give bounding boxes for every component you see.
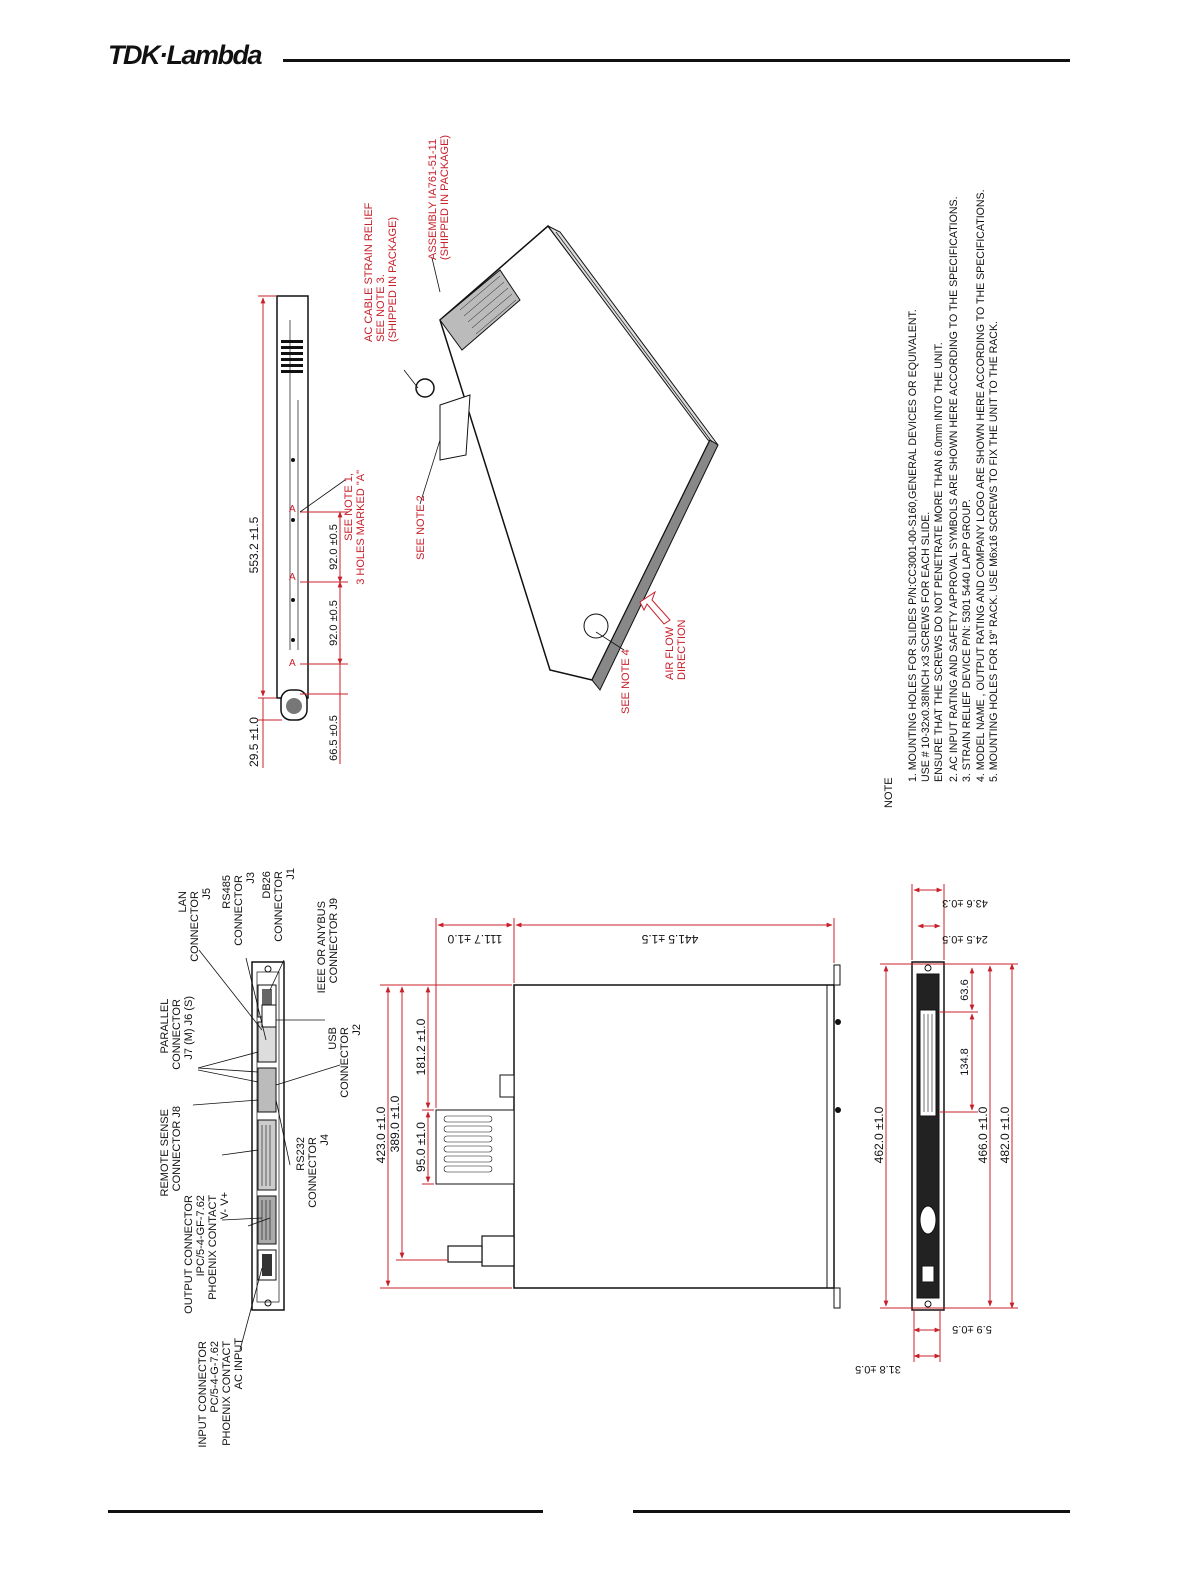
iso-ac-cable-gland <box>416 379 434 397</box>
strain-relief-label: AC CABLE STRAIN RELIEF SEE NOTE 3. (SHIPPED IN PACKAGE) <box>363 202 399 342</box>
note-line-2: 2. AC INPUT RATING AND SAFETY APPROVAL SYMBOLS ARE SHOWN HERE ACCORDING TO THE SPECIFICATIONS. <box>948 196 960 782</box>
assembly-label: ASSEMBLY IA761-51-11 (SHIPPED IN PACKAGE) <box>427 134 451 260</box>
note-line-1: 1. MOUNTING HOLES FOR SLIDES P/N:CC3001-00-S160,GENERAL DEVICES OR EQUIVALENT. <box>907 309 919 782</box>
dim-466-label: 466.0 ±1.0 <box>976 1106 990 1164</box>
dim-length-label: 553.2 ±1.5 <box>247 516 261 574</box>
top-view-rear-box <box>436 1110 514 1184</box>
note-line-1c: ENSURE THAT THE SCREWS DO NOT PENETRATE MORE THAN 6.0mm INTO THE UNIT. <box>933 342 945 782</box>
parallel-callout: PARALLEL CONNECTOR J7 (M) J6 (S) <box>159 996 195 1070</box>
remote-sense-callout: REMOTE SENSE CONNECTOR J8 <box>159 1106 183 1197</box>
note-line-1b: USE # 10-32x0.38INCH x3 SCREWS FOR EACH SLIDE. <box>920 511 932 782</box>
note-line-3: 3. STRAIN RELIEF DEVICE P/N: 5301 5440 LAPP GROUP. <box>961 499 973 782</box>
iso-front-logo <box>584 614 608 638</box>
dim-423-label: 423.0 ±1.0 <box>374 1106 388 1164</box>
note-line-4: 4. MODEL NAME , OUTPUT RATING AND COMPANY LOGO ARE SHOWN HERE ACCORDING TO THE SPECIFICATIONS. <box>975 189 987 782</box>
iso-label-area <box>440 395 470 460</box>
hole-a-1: A <box>289 504 296 515</box>
hole-a-2: A <box>289 572 296 583</box>
notes-title: NOTE <box>883 777 895 808</box>
rs485-callout: RS485 CONNECTOR J3 <box>221 872 257 946</box>
see-note-1: SEE NOTE 1, 3 HOLES MARKED "A" <box>343 470 367 585</box>
side-view-outline <box>277 296 308 698</box>
dim-hole-offset-label: 66.5 ±0.5 <box>328 715 340 761</box>
dim-spacing-b-label: 92.0 ±0.5 <box>328 600 340 646</box>
usb-callout: USB CONNECTOR J2 <box>327 1024 363 1098</box>
parallel-connectors <box>258 1068 276 1112</box>
top-view-chassis <box>514 985 834 1288</box>
tdk-lambda-logo: TDK·Lambda <box>108 40 261 70</box>
dim-389-label: 389.0 ±1.0 <box>388 1095 402 1153</box>
dim-rear-depth-label: 111.7 ±1.0 <box>447 932 503 946</box>
rear-panel-view <box>159 868 363 1448</box>
ieee-connector <box>262 1005 276 1027</box>
ieee-callout: IEEE OR ANYBUS CONNECTOR J9 <box>316 898 340 994</box>
rs232-callout: RS232 CONNECTOR J4 <box>295 1134 331 1208</box>
dim-24-label: 24.5 ±0.5 <box>942 933 988 945</box>
hole-a-3: A <box>289 658 296 669</box>
dim-95-label: 95.0 ±1.0 <box>414 1122 428 1172</box>
top-view <box>374 918 841 1308</box>
dim-5-label: 5.9 ±0.5 <box>952 1323 992 1335</box>
input-connector-callout: INPUT CONNECTOR PC/5-4-G-7.62 PHOENIX CONTACT AC INPUT <box>197 1338 245 1448</box>
dim-depth-label: 441.5 ±1.5 <box>641 932 699 946</box>
front-view-knob <box>920 1206 936 1234</box>
see-note-4-label: SEE NOTE 4 <box>620 649 632 714</box>
top-view-cable-gland <box>482 1236 514 1266</box>
dim-181-label: 181.2 ±1.0 <box>414 1018 428 1076</box>
lan-callout: LAN CONNECTOR J5 <box>177 888 213 962</box>
dim-482-label: 482.0 ±1.0 <box>998 1106 1012 1164</box>
note-line-5: 5. MOUNTING HOLES FOR 19" RACK. USE M6x16 SCREWS TO FIX THE UNIT TO THE RACK. <box>988 321 1000 782</box>
notes-block <box>883 189 1000 808</box>
output-connector-callout: OUTPUT CONNECTOR IPC/5-4-GF-7.62 PHOENIX CONTACT V- V+ <box>183 1192 231 1314</box>
dim-front-offset-label: 29.5 ±1.0 <box>247 717 261 767</box>
side-view <box>247 296 367 768</box>
dim-31-label: 31.8 ±0.5 <box>855 1363 901 1375</box>
db26-callout: DB26 CONNECTOR J1 <box>261 868 297 942</box>
output-connector-body <box>258 1196 276 1244</box>
dim-spacing-a-label: 92.0 ±0.5 <box>328 524 340 570</box>
see-note-2-label: SEE NOTE 2 <box>415 495 427 560</box>
dim-63-label: 63.6 <box>959 979 971 1001</box>
isometric-view <box>363 135 718 714</box>
front-view <box>855 884 1018 1375</box>
airflow-label: AIR FLOW DIRECTION <box>664 619 688 680</box>
dim-134-label: 134.8 <box>959 1048 971 1076</box>
front-view-power-switch <box>922 1266 934 1282</box>
dim-43-label: 43.6 ±0.3 <box>942 897 988 909</box>
terminal-block <box>258 1120 276 1190</box>
dim-462-label: 462.0 ±1.0 <box>872 1106 886 1164</box>
